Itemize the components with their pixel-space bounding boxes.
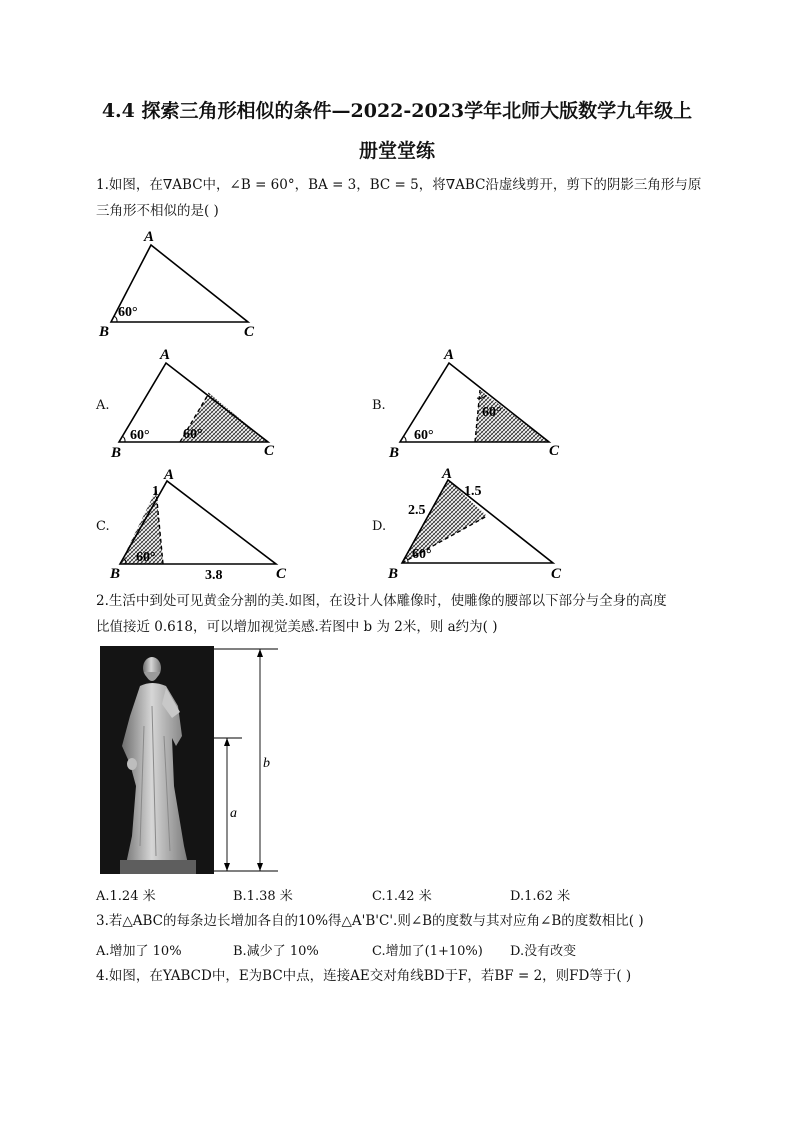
- svg-text:B: B: [111, 445, 122, 461]
- q1-text-line1: 1.如图，在∇ABC中，∠B = 60°，BA = 3，BC = 5，将∇ABC沿虚线剪开，剪下的阴影三角形与原: [96, 177, 702, 193]
- q1-option-c-label[interactable]: C.: [96, 519, 110, 534]
- svg-text:B: B: [110, 566, 121, 582]
- q1-main-triangle-figure: [96, 226, 276, 341]
- q1-option-b-angle1: 60°: [414, 428, 434, 443]
- q2-text-line2: 比值接近 0.618，可以增加视觉美感.若图中 b 为 2米，则 a约为( ): [96, 619, 498, 635]
- q2-dim-b-label: b: [263, 756, 270, 771]
- q2-option-c[interactable]: C.1.42 米: [372, 889, 432, 904]
- q1-option-d-len1: 2.5: [408, 503, 426, 518]
- q1-option-d-figure[interactable]: [386, 466, 576, 582]
- q1-option-d-len2: 1.5: [464, 484, 482, 499]
- document-title-line1: 4.4 探索三角形相似的条件—2022-2023学年北师大版数学九年级上: [101, 100, 693, 122]
- q2-option-b[interactable]: B.1.38 米: [233, 889, 293, 904]
- svg-text:A: A: [442, 466, 453, 482]
- q2-option-a[interactable]: A.1.24 米: [96, 889, 156, 904]
- q1-option-b-label[interactable]: B.: [372, 398, 386, 413]
- svg-text:C: C: [276, 566, 287, 582]
- svg-text:A: A: [444, 347, 455, 363]
- svg-text:A: A: [160, 347, 171, 363]
- q2-text-line1: 2.生活中到处可见黄金分割的美.如图，在设计人体雕像时，使雕像的腰部以下部分与全身的高度: [96, 593, 667, 609]
- q3-option-c[interactable]: C.增加了(1+10%): [372, 944, 483, 959]
- q3-option-a[interactable]: A.增加了 10%: [96, 944, 182, 959]
- q3-text-line1: 3.若△ABC的每条边长增加各自的10%得△A'B'C'.则∠B的度数与其对应角∠B的度数相比( ): [96, 913, 644, 929]
- q1-option-a-label[interactable]: A.: [96, 398, 110, 413]
- svg-text:A: A: [164, 467, 175, 483]
- svg-text:B: B: [389, 445, 400, 461]
- document-title-line2: 册堂堂练: [358, 140, 435, 162]
- q1-angle-label: 60°: [118, 305, 138, 320]
- svg-text:C: C: [549, 443, 560, 459]
- q1-option-a-angle2: 60°: [183, 427, 203, 442]
- q1-option-d-angle1: 60°: [412, 547, 432, 562]
- q1-option-b-angle2: 60°: [482, 405, 502, 420]
- q2-statue-figure: [100, 646, 290, 876]
- q2-dim-a-label: a: [230, 806, 237, 821]
- q1-option-c-figure[interactable]: [106, 466, 296, 582]
- q1-option-a-angle1: 60°: [130, 428, 150, 443]
- q1-option-d-label[interactable]: D.: [372, 519, 387, 534]
- q3-option-b[interactable]: B.减少了 10%: [233, 944, 319, 959]
- svg-text:C: C: [551, 566, 562, 582]
- q1-label-b: B: [99, 324, 110, 340]
- q2-option-d[interactable]: D.1.62 米: [510, 889, 571, 904]
- q1-option-b-figure[interactable]: [386, 344, 566, 462]
- q1-option-a-figure[interactable]: [108, 344, 288, 462]
- q3-option-d[interactable]: D.没有改变: [510, 944, 577, 959]
- q1-option-c-angle1: 60°: [136, 550, 156, 565]
- q1-option-c-len1: 1: [152, 484, 159, 499]
- svg-text:C: C: [264, 443, 275, 459]
- q1-option-c-len2: 3.8: [205, 568, 223, 582]
- q4-text-line1: 4.如图，在YABCD中，E为BC中点，连接AE交对角线BD于F，若BF = 2，则FD等于( ): [96, 968, 632, 984]
- q1-label-c: C: [244, 324, 255, 340]
- svg-text:B: B: [388, 566, 399, 582]
- q1-text-line2: 三角形不相似的是( ): [96, 203, 219, 219]
- q1-label-a: A: [144, 229, 155, 245]
